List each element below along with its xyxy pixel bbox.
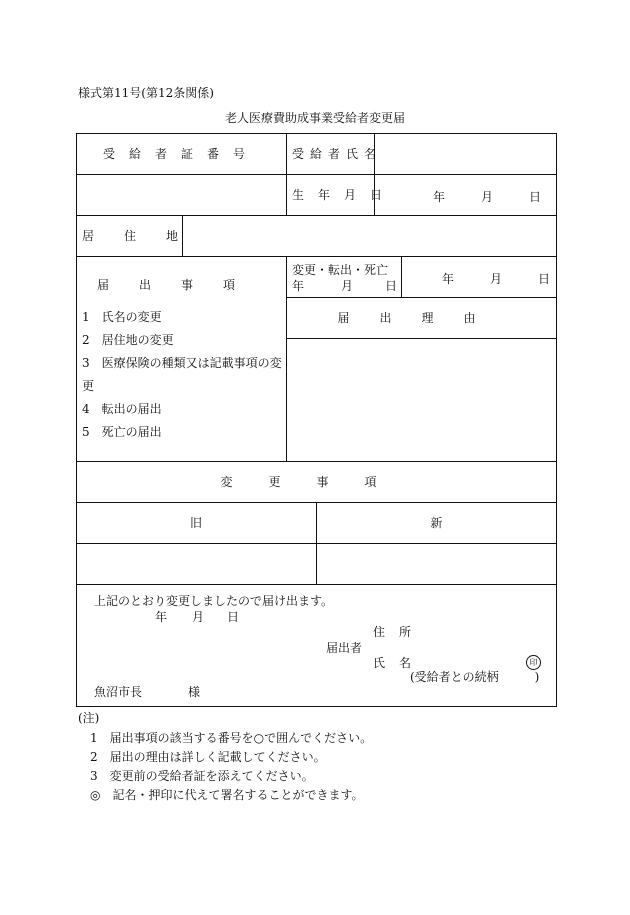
address-field[interactable]	[183, 216, 556, 256]
changes-label: 変更事項	[220, 475, 413, 489]
new-value-field[interactable]	[317, 544, 556, 584]
birthdate-label: 生年月日	[292, 188, 397, 202]
declaration-statement: 上記のとおり変更しましたので届け出ます。	[94, 594, 334, 608]
change-date-sub-day: 日	[385, 279, 398, 293]
change-date-field[interactable]	[402, 257, 556, 297]
declaration-day: 日	[227, 610, 240, 624]
recipient-name-field[interactable]	[375, 134, 556, 174]
notice-item: 2 居住地の変更	[82, 333, 174, 347]
change-year-label: 年	[442, 272, 455, 286]
declaration-year: 年	[155, 610, 168, 624]
col-line	[286, 133, 287, 215]
birth-month-label: 月	[481, 190, 494, 204]
note-item: 3 変更前の受給者証を添えてください。	[90, 769, 314, 783]
new-label: 新	[430, 516, 443, 530]
declarant-address-label: 住所	[373, 625, 426, 639]
recipient-name-label: 受給者氏名	[292, 147, 383, 161]
change-date-label: 変更・転出・死亡	[292, 263, 389, 277]
notice-item: 3 医療保険の種類又は記載事項の変	[82, 356, 282, 370]
notice-items-label: 届出事項	[96, 278, 265, 292]
notice-item: 4 転出の届出	[82, 402, 162, 416]
declaration-month: 月	[192, 610, 205, 624]
row-line	[286, 297, 557, 298]
address-label: 居住地	[82, 229, 209, 243]
row-line	[76, 461, 557, 462]
notifier-label: 届出者	[326, 641, 363, 655]
honorific: 様	[188, 685, 201, 699]
notes-heading: (注)	[78, 711, 100, 725]
birth-day-label: 日	[529, 190, 542, 204]
declarant-name-label: 氏名	[373, 656, 426, 670]
old-label: 旧	[189, 516, 202, 530]
note-item: 2 届出の理由は詳しく記載してください。	[90, 750, 326, 764]
note-item: 1 届出事項の該当する番号を○で囲んでください。	[90, 731, 373, 745]
reason-field[interactable]	[287, 339, 556, 461]
change-date-sub-year: 年	[292, 279, 305, 293]
reason-label: 届出理由	[337, 311, 506, 325]
relation-label: (受給者との続柄 )	[410, 670, 540, 684]
note-item: ◎ 記名・押印に代えて署名することができます。	[90, 788, 364, 802]
addressee: 魚沼市長	[94, 685, 143, 699]
birth-year-label: 年	[433, 190, 446, 204]
row-line	[76, 584, 557, 585]
form-number: 様式第11号(第12条関係)	[78, 86, 214, 100]
birthdate-field[interactable]	[375, 175, 556, 215]
notice-item: 5 死亡の届出	[82, 425, 162, 439]
change-day-label: 日	[538, 272, 551, 286]
seal-mark-icon: 印	[526, 655, 541, 670]
notice-item: 1 氏名の変更	[82, 310, 162, 324]
change-date-sub-month: 月	[341, 279, 354, 293]
cert-number-label: 受給者証番号	[102, 147, 259, 161]
form-title: 老人医療費助成事業受給者変更届	[224, 111, 405, 125]
change-month-label: 月	[490, 272, 503, 286]
notice-item: 更	[82, 379, 95, 393]
old-value-field[interactable]	[77, 544, 315, 584]
cert-number-field[interactable]	[77, 134, 285, 174]
